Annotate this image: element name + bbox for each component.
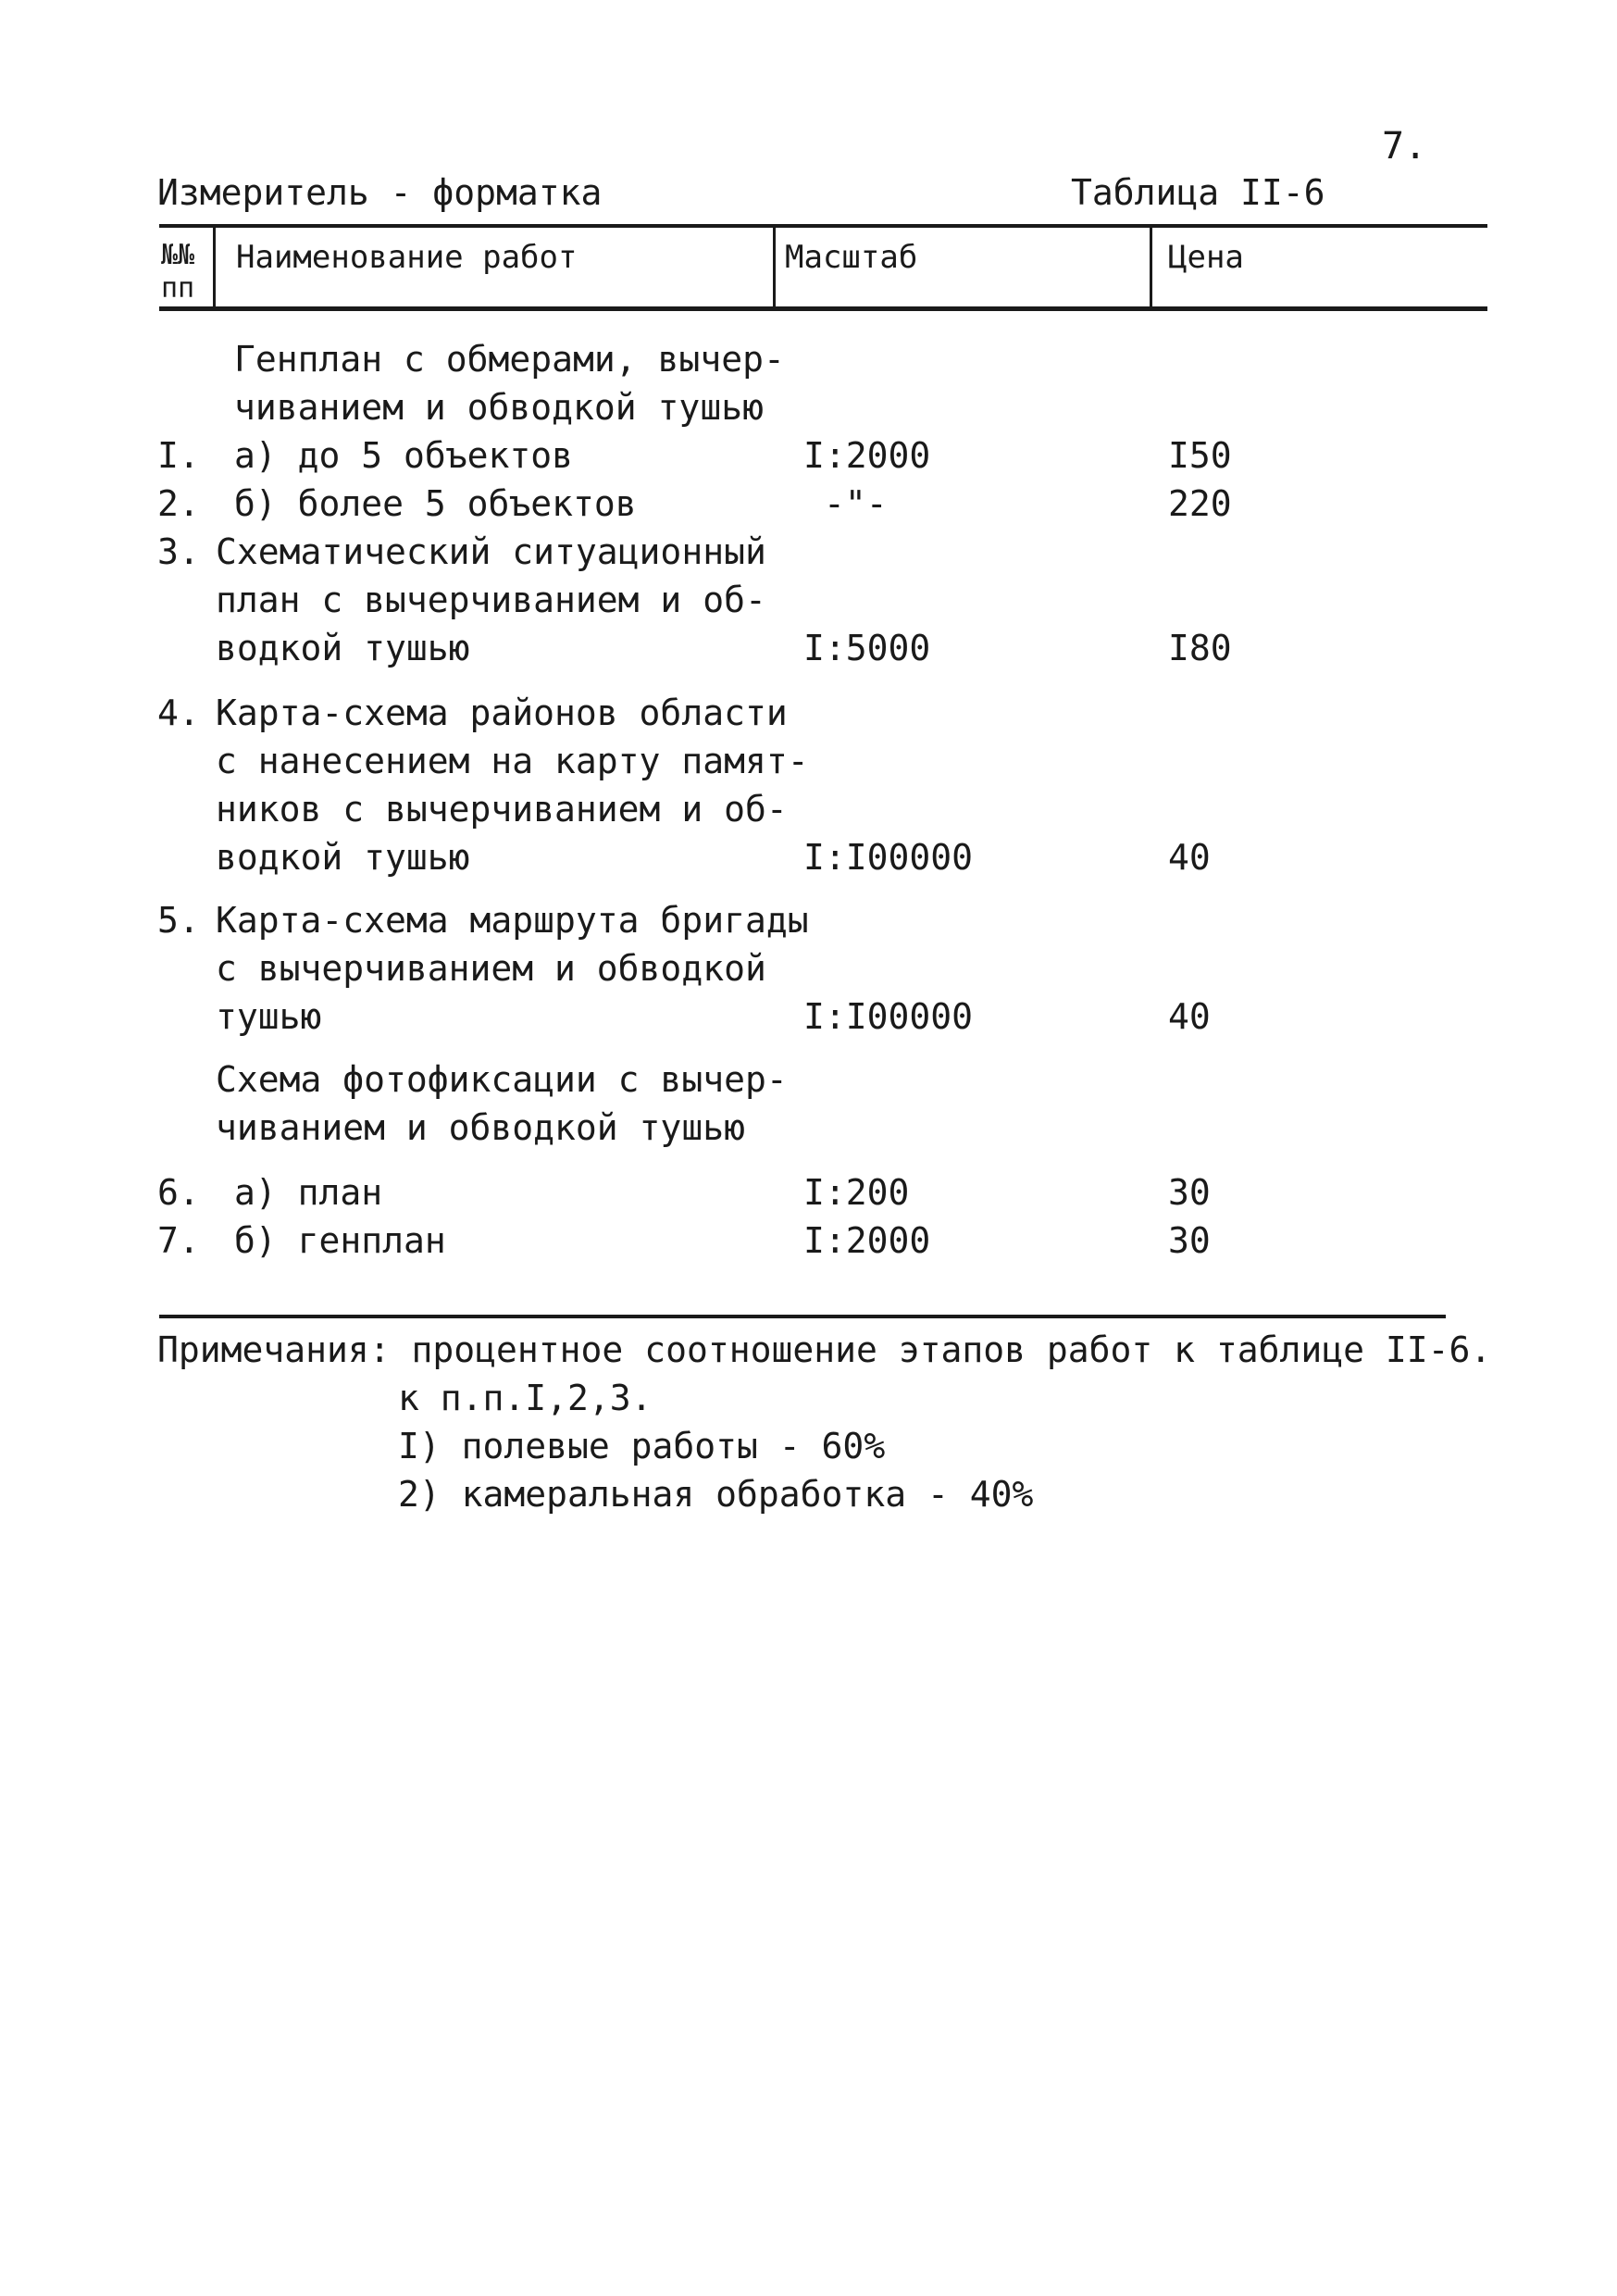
row-scale: I:200 [803, 1172, 910, 1213]
row-name-line: Карта-схема маршрута бригады [216, 900, 809, 941]
notes-line: Примечания: процентное соотношение этапов работ к таблице II-6. [157, 1329, 1492, 1370]
row-number: 5. [157, 900, 200, 941]
col-header-no-line1: №№ [161, 239, 195, 271]
row-price: I80 [1168, 628, 1232, 668]
row-price: 40 [1168, 837, 1211, 878]
row-name-line: ников с вычерчиванием и об- [216, 789, 788, 830]
row-price: I50 [1168, 435, 1232, 476]
group-heading-line: Схема фотофиксации с вычер- [216, 1059, 788, 1100]
row-number: 7. [157, 1220, 200, 1261]
row-name-line: тушью [216, 996, 322, 1037]
row-scale: I:I00000 [803, 996, 974, 1037]
row-name-line: водкой тушью [216, 837, 470, 878]
row-scale: I:2000 [803, 435, 931, 476]
col-header-name: Наименование работ [236, 239, 578, 276]
table-col-divider-scale [773, 224, 776, 309]
notes-line: 2) камеральная обработка - 40% [398, 1474, 1034, 1515]
row-name-line: план с вычерчиванием и об- [216, 580, 766, 620]
document-title: Измеритель - форматка [157, 172, 603, 213]
row-number: I. [157, 435, 200, 476]
col-header-price: Цена [1168, 239, 1244, 276]
row-name-line: Схематический ситуационный [216, 531, 766, 572]
table-label: Таблица II-6 [1071, 172, 1325, 213]
col-header-scale: Масштаб [785, 239, 918, 276]
notes-line: к п.п.I,2,3. [398, 1378, 653, 1418]
table-header-bottom-rule [159, 306, 1487, 311]
row-scale: I:5000 [803, 628, 931, 668]
col-header-no [161, 239, 194, 306]
notes-line: I) полевые работы - 60% [398, 1426, 886, 1466]
table-col-divider-price [1150, 224, 1152, 309]
row-name: б) более 5 объектов [234, 483, 637, 524]
row-price: 30 [1168, 1172, 1211, 1213]
row-number: 2. [157, 483, 200, 524]
group-heading-line: чиванием и обводкой тушью [216, 1107, 745, 1148]
row-number: 3. [157, 531, 200, 572]
table-bottom-rule [159, 1315, 1446, 1318]
table-top-rule [159, 224, 1487, 228]
row-scale: I:I00000 [803, 837, 974, 878]
row-name-line: с нанесением на карту памят- [216, 741, 809, 781]
row-price: 220 [1168, 483, 1232, 524]
table-col-divider-no [213, 224, 216, 309]
group-heading-line: Генплан с обмерами, вычер- [234, 339, 785, 380]
row-name: б) генплан [234, 1220, 446, 1261]
row-number: 4. [157, 693, 200, 733]
group-heading-line: чиванием и обводкой тушью [234, 387, 764, 428]
row-number: 6. [157, 1172, 200, 1213]
row-scale: -"- [824, 483, 888, 524]
row-name: а) план [234, 1172, 383, 1213]
page-number: 7. [1382, 125, 1427, 168]
row-name: а) до 5 объектов [234, 435, 574, 476]
row-name-line: с вычерчиванием и обводкой [216, 948, 766, 989]
row-price: 30 [1168, 1220, 1211, 1261]
row-name-line: водкой тушью [216, 628, 470, 668]
row-scale: I:2000 [803, 1220, 931, 1261]
row-price: 40 [1168, 996, 1211, 1037]
col-header-no-line2: пп [161, 272, 195, 305]
row-name-line: Карта-схема районов области [216, 693, 788, 733]
